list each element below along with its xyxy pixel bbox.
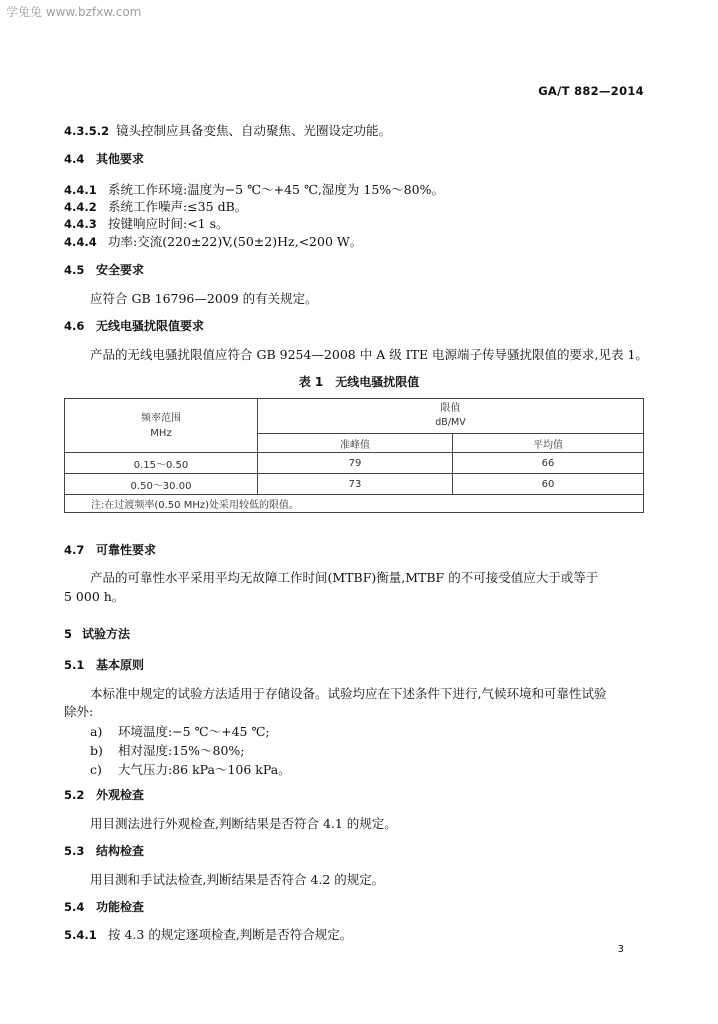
list-item [90,722,270,740]
table-row [65,453,644,474]
section-title: 其他要求 [96,152,145,166]
table-note: 注:在过渡频率(0.50 MHz)处采用较低的限值。 [65,495,644,513]
section-number: 4.6 [64,319,85,333]
list-text: 环境温度:−5 ℃～+45 ℃; [118,724,270,739]
section-5-1-body-line-2: 除外: [64,704,94,719]
section-5-2-heading [64,786,144,803]
clause-text: 系统工作环境:温度为−5 ℃～+45 ℃,湿度为 15%～80%。 [108,182,444,197]
section-4-6-body: 产品的无线电骚扰限值应符合 GB 9254—2008 中 A 级 ITE 电源端子传导骚扰限值的要求,见表 1。 [90,347,648,362]
clause-text: 按键响应时间:<1 s。 [108,216,229,231]
section-title: 功能检查 [96,900,145,914]
freq-cell: 0.50～30.00 [65,474,258,495]
freq-header-cell [65,399,258,453]
section-title: 外观检查 [96,788,145,802]
table-header-row [65,399,644,434]
section-5-2-body: 用目测法进行外观检查,判断结果是否符合 4.1 的规定。 [90,816,397,831]
table-row [65,474,644,495]
section-4-4-heading [64,150,144,167]
freq-unit: MHz [150,427,172,439]
section-number: 5.4 [64,900,85,914]
section-5-1-body-line-1: 本标准中规定的试验方法适用于存储设备。试验均应在下述条件下进行,气候环境和可靠性试验 [90,686,607,701]
freq-header: 频率范围 [141,412,181,424]
clause-text: 功率:交流(220±22)V,(50±2)Hz,<200 W。 [108,234,363,249]
watermark-text: 学兔兔 www.bzfxw.com [6,5,142,19]
section-4-6-heading [64,317,204,334]
clause-number: 4.4.1 [64,183,97,197]
clause-number: 4.3.5.2 [64,124,110,138]
list-item [90,741,245,759]
section-4-7-body-line-1: 产品的可靠性水平采用平均无故障工作时间(MTBF)衡量,MTBF 的不可接受值应大于或等于 [90,570,599,585]
section-number: 4.4 [64,152,85,166]
clause-4-4-1 [64,180,444,198]
standard-number: GA/T 882—2014 [538,84,644,98]
qp-header: 准峰值 [258,434,453,453]
section-5-heading [64,625,130,642]
section-number: 4.7 [64,543,85,557]
list-label: c) [90,762,102,777]
qp-cell: 73 [258,474,453,495]
list-item [90,760,291,778]
list-label: a) [90,724,103,739]
section-number: 5.2 [64,788,85,802]
section-4-7-body-line-2: 5 000 h。 [64,589,125,604]
section-title: 基本原则 [96,658,145,672]
section-number: 4.5 [64,263,85,277]
section-5-3-body: 用目测和手试法检查,判断结果是否符合 4.2 的规定。 [90,872,385,887]
clause-number: 4.4.4 [64,235,97,249]
clause-4-4-2 [64,197,247,215]
avg-cell: 60 [453,474,644,495]
avg-cell: 66 [453,453,644,474]
list-label: b) [90,743,103,758]
clause-4-3-5-2 [64,121,391,139]
clause-4-4-3 [64,214,229,232]
section-4-5-body: 应符合 GB 16796—2009 的有关规定。 [90,291,318,306]
list-text: 大气压力:86 kPa～106 kPa。 [118,762,291,777]
limit-header: 限值 [440,403,461,414]
section-title: 试验方法 [82,627,131,641]
clause-text: 镜头控制应具备变焦、自动聚焦、光圈设定功能。 [116,123,392,138]
limit-table [64,398,644,513]
section-number: 5 [64,627,73,641]
table-note-row [65,495,644,513]
avg-header: 平均值 [453,434,644,453]
section-4-7-heading [64,541,156,558]
section-title: 结构检查 [96,844,145,858]
section-number: 5.3 [64,844,85,858]
section-number: 5.1 [64,658,85,672]
clause-text: 系统工作噪声:≤35 dB。 [108,199,248,214]
limit-unit: dB/MV [435,417,466,428]
section-title: 可靠性要求 [96,543,157,557]
limit-header-cell [258,399,644,434]
clause-number: 5.4.1 [64,928,97,942]
section-5-4-heading [64,898,144,915]
clause-number: 4.4.3 [64,217,97,231]
section-5-3-heading [64,842,144,859]
clause-text: 按 4.3 的规定逐项检查,判断是否符合规定。 [108,927,353,942]
qp-cell: 79 [258,453,453,474]
clause-number: 4.4.2 [64,200,97,214]
freq-cell: 0.15～0.50 [65,453,258,474]
page-number: 3 [617,944,624,955]
table-caption: 表 1 无线电骚扰限值 [298,375,420,389]
list-text: 相对湿度:15%～80%; [118,743,245,758]
section-4-5-heading [64,261,144,278]
section-title: 安全要求 [96,263,145,277]
section-5-1-heading [64,656,144,673]
clause-4-4-4 [64,232,362,250]
section-title: 无线电骚扰限值要求 [96,319,205,333]
clause-5-4-1 [64,925,352,943]
